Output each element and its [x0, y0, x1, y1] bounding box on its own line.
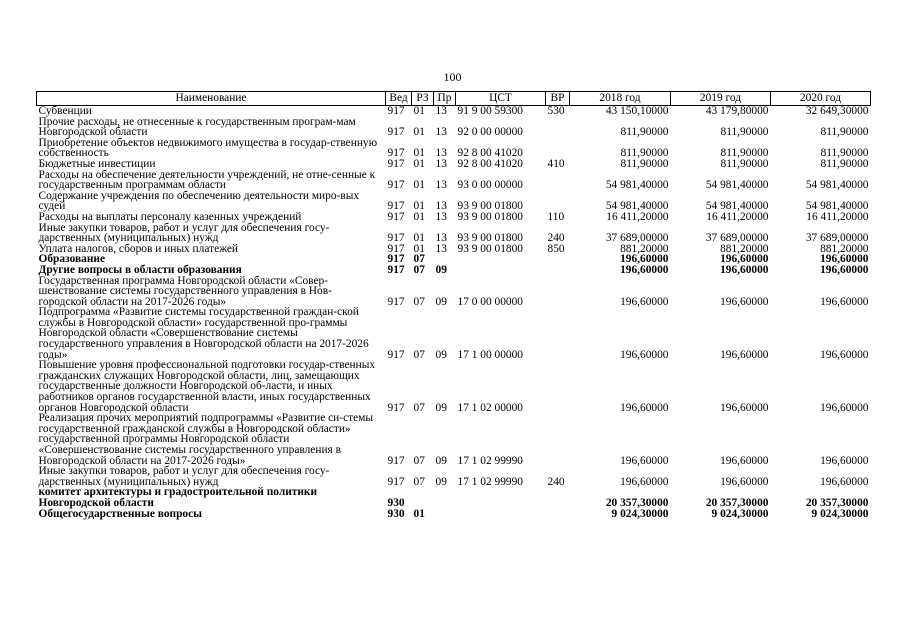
cell-2018: 9 024,30000 — [611, 507, 669, 520]
cell-ved: 917 — [387, 210, 405, 223]
cell-ved: 917 — [387, 295, 405, 308]
cell-name: Уплата налогов, сборов и иных платежей — [38, 242, 238, 255]
cell-ved: 917 — [387, 200, 405, 213]
cell-2019: 811,90000 — [720, 126, 769, 139]
cell-rz — [412, 487, 434, 508]
cell-name: Реализация прочих мероприятий подпрограммы «Развитие си-стемы государственной гражданской службы в Новгородской области» государственной программы Новгородской области «Совершенствование системы государственного управления в Новгородской области на 2017-2026 годы» — [38, 412, 374, 467]
cell-2020: 196,60000 — [820, 348, 869, 361]
cell-2020: 54 981,40000 — [805, 179, 869, 192]
cell-2020: 196,60000 — [820, 401, 869, 414]
cell-rz: 01 — [413, 157, 425, 170]
cell-ved: 917 — [387, 105, 405, 117]
cell-2018: 37 689,00000 — [605, 232, 669, 245]
cell-ved: 917 — [387, 401, 405, 414]
cell-ved: 930 — [387, 507, 405, 520]
cell-ved: 917 — [387, 232, 405, 245]
table-row — [37, 487, 871, 508]
cell-pr: 13 — [435, 242, 447, 255]
cell-vr — [546, 265, 570, 276]
cell-ved: 917 — [387, 348, 405, 361]
cell-2018: 43 150,10000 — [605, 105, 669, 117]
cell-2019: 811,90000 — [720, 147, 769, 160]
cell-vr — [546, 117, 570, 138]
cell-vr — [546, 276, 570, 308]
cell-rz: 01 — [413, 200, 425, 213]
cell-2019: 196,60000 — [720, 475, 769, 488]
cell-2020: 811,90000 — [820, 147, 869, 160]
cell-2019: 16 411,20000 — [706, 210, 769, 223]
cell-2019: 196,60000 — [720, 401, 769, 414]
cell-name: Субвенции — [38, 105, 92, 117]
cell-cst: 93 9 00 01800 — [457, 232, 523, 245]
cell-2019: 9 024,30000 — [711, 507, 769, 520]
cell-rz: 07 — [413, 401, 425, 414]
cell-cst: 91 9 00 59300 — [457, 105, 523, 117]
cell-pr: 13 — [435, 179, 447, 192]
cell-vr — [546, 360, 570, 413]
cell-vr — [546, 138, 570, 159]
cell-2020: 196,60000 — [820, 263, 869, 276]
cell-name: комитет архитектуры и градостроительной политики Новгородской области — [38, 486, 318, 509]
cell-pr: 13 — [435, 126, 447, 139]
header-rz: РЗ — [412, 92, 434, 106]
cell-rz: 07 — [413, 263, 425, 276]
cell-2019: 196,60000 — [720, 295, 769, 308]
cell-cst — [456, 254, 546, 265]
table-row — [37, 276, 871, 308]
cell-2019: 196,60000 — [720, 348, 769, 361]
cell-2018: 196,60000 — [620, 348, 669, 361]
cell-2018: 811,90000 — [620, 126, 669, 139]
cell-cst: 17 1 02 99990 — [457, 454, 523, 467]
cell-ved: 917 — [387, 157, 405, 170]
header-name: Наименование — [37, 92, 386, 106]
cell-name: Иные закупки товаров, работ и услуг для обеспечения госу-дарственных (муниципальных) нужд — [38, 465, 330, 488]
cell-pr — [434, 509, 456, 520]
cell-ved: 917 — [387, 454, 405, 467]
cell-rz: 01 — [413, 147, 425, 160]
cell-ved: 917 — [387, 126, 405, 139]
cell-name: Бюджетные инвестиции — [38, 157, 156, 170]
table-row — [37, 413, 871, 466]
table-row — [37, 466, 871, 487]
cell-2020: 32 649,30000 — [805, 105, 869, 117]
cell-2020: 811,90000 — [820, 126, 869, 139]
cell-name: Образование — [38, 253, 106, 266]
cell-2018: 881,20000 — [620, 242, 669, 255]
header-pr: Пр — [434, 92, 456, 106]
budget-table — [36, 91, 871, 519]
table-row — [37, 509, 871, 520]
cell-2019: 43 179,80000 — [705, 105, 769, 117]
cell-name: Повышение уровня профессиональной подготовки государ-ственных гражданских служащих Новгородской области, лиц, замещающих государственные должности Новгородской об-ласти, и иных работников органов государственной власти, иных государственных органов Новгородской области — [38, 359, 376, 414]
cell-ved: 917 — [387, 253, 405, 266]
cell-cst: 17 1 00 00000 — [457, 348, 523, 361]
cell-cst: 92 8 00 41020 — [457, 147, 523, 160]
cell-name: Расходы на выплаты персоналу казенных учреждений — [38, 210, 302, 223]
table-row — [37, 106, 871, 117]
cell-rz: 07 — [413, 454, 425, 467]
table-row — [37, 138, 871, 159]
cell-cst: 93 9 00 01800 — [457, 242, 523, 255]
cell-pr — [434, 487, 456, 508]
cell-cst — [456, 509, 546, 520]
cell-2019: 881,20000 — [720, 242, 769, 255]
cell-rz: 01 — [413, 232, 425, 245]
cell-vr — [546, 191, 570, 212]
cell-2020: 9 024,30000 — [811, 507, 869, 520]
cell-ved: 930 — [387, 496, 405, 509]
table-row — [37, 117, 871, 138]
cell-2020: 196,60000 — [820, 295, 869, 308]
cell-cst: 92 0 00 00000 — [457, 126, 523, 139]
cell-name: Общегосударственные вопросы — [38, 507, 203, 520]
cell-vr: 110 — [547, 210, 565, 223]
cell-2018: 20 357,30000 — [605, 496, 669, 509]
header-2019: 2019 год — [671, 92, 771, 106]
cell-rz: 07 — [413, 348, 425, 361]
cell-vr: 530 — [547, 105, 565, 117]
cell-pr: 09 — [435, 454, 447, 467]
cell-rz: 01 — [413, 179, 425, 192]
cell-pr: 13 — [435, 157, 447, 170]
table-body — [37, 106, 871, 520]
cell-2018: 811,90000 — [620, 157, 669, 170]
cell-name: Государственная программа Новгородской области «Совер-шенствование системы государственного управления в Нов-городской области на 2017-2026 годы» — [38, 274, 332, 308]
cell-name: Другие вопросы в области образования — [38, 263, 242, 276]
cell-2020: 20 357,30000 — [805, 496, 869, 509]
cell-name: Подпрограмма «Развитие системы государственной граждан-ской службы в Новгородской области» государственной про-граммы Новгородской области «Совершенствование системы государственного управления в Новгородской области на 2017-2026 годы» — [38, 306, 369, 361]
cell-cst: 93 9 00 01800 — [457, 210, 523, 223]
cell-2019: 54 981,40000 — [705, 179, 769, 192]
cell-2019: 37 689,00000 — [705, 232, 769, 245]
cell-cst: 17 1 02 00000 — [457, 401, 523, 414]
cell-rz: 07 — [413, 253, 425, 266]
cell-pr: 13 — [435, 105, 447, 117]
cell-cst: 17 0 00 00000 — [457, 295, 523, 308]
cell-rz: 01 — [413, 126, 425, 139]
cell-vr — [546, 170, 570, 191]
header-cst: ЦСТ — [456, 92, 546, 106]
cell-2019: 54 981,40000 — [705, 200, 769, 213]
cell-rz: 01 — [413, 507, 425, 520]
cell-2019: 20 357,30000 — [705, 496, 769, 509]
cell-cst: 93 0 00 00000 — [457, 179, 523, 192]
cell-pr: 09 — [435, 348, 447, 361]
cell-ved: 917 — [387, 475, 405, 488]
cell-vr: 240 — [547, 475, 565, 488]
cell-cst — [456, 487, 546, 508]
cell-2020: 196,60000 — [820, 454, 869, 467]
cell-cst: 93 9 00 01800 — [457, 200, 523, 213]
cell-vr: 410 — [547, 157, 565, 170]
cell-cst — [456, 265, 546, 276]
cell-vr: 850 — [547, 242, 565, 255]
cell-pr: 09 — [435, 263, 447, 276]
cell-pr: 13 — [435, 147, 447, 160]
cell-2019: 196,60000 — [720, 253, 769, 266]
table-row — [37, 212, 871, 223]
cell-2020: 811,90000 — [820, 157, 869, 170]
cell-2018: 196,60000 — [620, 475, 669, 488]
cell-2019: 811,90000 — [720, 157, 769, 170]
cell-ved: 917 — [387, 242, 405, 255]
cell-2020: 37 689,00000 — [805, 232, 869, 245]
cell-2018: 811,90000 — [620, 147, 669, 160]
header-ved: Вед — [386, 92, 412, 106]
cell-vr — [546, 487, 570, 508]
cell-pr: 09 — [435, 295, 447, 308]
cell-name: Расходы на обеспечение деятельности учреждений, не отне-сенные к государственным программам области — [38, 168, 376, 192]
cell-vr — [546, 509, 570, 520]
cell-2020: 196,60000 — [820, 253, 869, 266]
cell-ved: 917 — [387, 263, 405, 276]
cell-pr: 13 — [435, 200, 447, 213]
cell-ved: 917 — [387, 179, 405, 192]
cell-vr — [546, 254, 570, 265]
cell-name: Приобретение объектов недвижимого имущества в государ-ственную собственность — [38, 136, 378, 160]
cell-2018: 54 981,40000 — [605, 200, 669, 213]
cell-2018: 196,60000 — [620, 401, 669, 414]
cell-2018: 54 981,40000 — [605, 179, 669, 192]
header-vr: ВР — [546, 92, 570, 106]
cell-ved: 917 — [387, 147, 405, 160]
table-row — [37, 159, 871, 170]
cell-rz: 01 — [413, 242, 425, 255]
cell-name: Иные закупки товаров, работ и услуг для обеспечения госу-дарственных (муниципальных) нужд — [38, 221, 330, 245]
table-header-row — [37, 92, 871, 106]
page-number: 100 — [443, 70, 462, 84]
cell-rz: 01 — [413, 105, 425, 117]
cell-pr: 13 — [435, 232, 447, 245]
cell-rz: 07 — [413, 295, 425, 308]
header-2020: 2020 год — [771, 92, 871, 106]
cell-pr: 09 — [435, 401, 447, 414]
cell-pr: 13 — [435, 210, 447, 223]
cell-cst: 92 8 00 41020 — [457, 157, 523, 170]
table-row — [37, 170, 871, 191]
cell-2019: 196,60000 — [720, 263, 769, 276]
cell-name: Прочие расходы, не отнесенные к государственным програм-мам Новгородской области — [38, 115, 356, 139]
cell-2018: 196,60000 — [620, 454, 669, 467]
table-row — [37, 223, 871, 244]
cell-2020: 196,60000 — [820, 475, 869, 488]
cell-vr: 240 — [547, 232, 565, 245]
cell-2018: 196,60000 — [620, 263, 669, 276]
cell-2020: 881,20000 — [820, 242, 869, 255]
table-row — [37, 307, 871, 360]
cell-2019: 196,60000 — [720, 454, 769, 467]
cell-2018: 196,60000 — [620, 295, 669, 308]
cell-2020: 54 981,40000 — [805, 200, 869, 213]
table-row — [37, 191, 871, 212]
cell-2018: 16 411,20000 — [606, 210, 669, 223]
cell-2020: 16 411,20000 — [806, 210, 869, 223]
table-row — [37, 265, 871, 276]
cell-vr — [546, 307, 570, 360]
table-row — [37, 360, 871, 413]
cell-rz: 07 — [413, 475, 425, 488]
cell-2018: 196,60000 — [620, 253, 669, 266]
cell-cst: 17 1 02 99990 — [457, 475, 523, 488]
cell-vr — [546, 413, 570, 466]
header-2018: 2018 год — [570, 92, 671, 106]
cell-name: Содержание учреждения по обеспечению деятельности миро-вых судей — [38, 189, 360, 213]
cell-pr: 09 — [435, 475, 447, 488]
cell-rz: 01 — [413, 210, 425, 223]
